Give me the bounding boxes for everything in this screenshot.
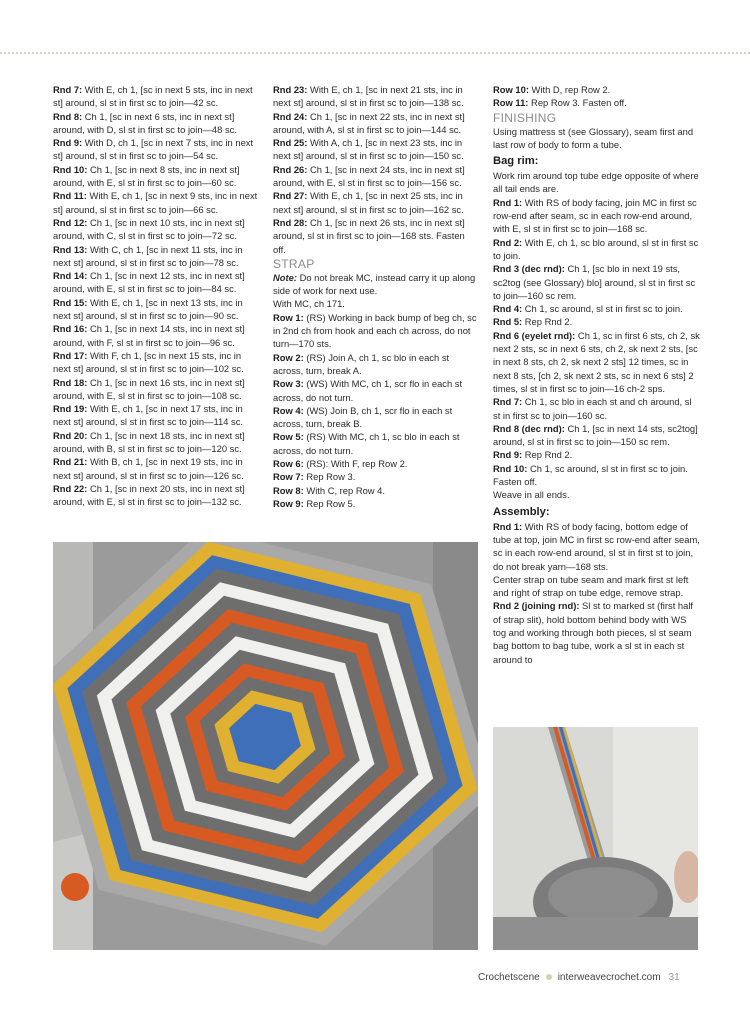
- pattern-round-label: Rnd 7:: [53, 84, 83, 95]
- strap-row-label: Row 9:: [273, 497, 304, 509]
- bag-rim-top: [548, 867, 658, 923]
- bag-rim-round-label: Rnd 10:: [493, 462, 528, 474]
- bag-rim-round-text: Ch 1, [sc in next 14 sts, sc2tog] around, sl st in first sc to join—150 sc rem.: [493, 422, 698, 448]
- bag-rim-round-3: [493, 262, 701, 302]
- center-circle: [243, 715, 287, 759]
- orange-heart-motif: [61, 873, 89, 901]
- bag-rim-round-text: Ch 1, sc blo in each st and ch around, sl st in first sc to join—160 sc.: [493, 396, 692, 421]
- pattern-round-text: With B, ch 1, [sc in next 19 sts, inc in next st] around, sl st in first sc to join—126 sc.: [53, 456, 244, 481]
- pattern-round-text: With E, ch 1, [sc in next 25 sts, inc in next st] around, sl st in first sc to join—162 sc.: [273, 190, 464, 215]
- strap-row-label: Row 2:: [273, 351, 304, 363]
- strap-row-label: Row 11:: [493, 97, 529, 109]
- strap-row-list: [273, 311, 478, 510]
- page-footer: [478, 972, 680, 983]
- pattern-round-label: Rnd 12:: [53, 216, 88, 228]
- pattern-round-text: Ch 1, [sc in next 14 sts, inc in next st] around, with F, sl st in first sc to join—96 sc.: [53, 323, 245, 348]
- pattern-round-1: [273, 83, 478, 110]
- weave-text: Weave in all ends.: [493, 489, 570, 501]
- assembly-heading: Assembly:: [493, 505, 550, 518]
- col2-round-list: [273, 83, 478, 256]
- bag-rim-round-text: With RS of body facing, join MC in first sc row-end after seam, sc in each row-end around, with E, sl st in first sc to join—168 sc.: [493, 196, 697, 235]
- pattern-round-text: Ch 1, [sc in next 24 sts, inc in next st] around, with E, sl st in first sc to join—156 sc.: [273, 163, 465, 189]
- assembly-rnd-2: [493, 599, 701, 665]
- assembly-rnd-1-text: With RS of body facing, bottom edge of tube at top, join MC in first sc row-end after seam, sc in each row-end around, sl st in first st to join, do not break yarn—168 sts.: [493, 520, 700, 572]
- pattern-round-label: Rnd 10:: [53, 163, 88, 175]
- bag-rim-round-label: Rnd 1:: [493, 196, 523, 208]
- pattern-round-5: [53, 189, 258, 216]
- bag-rim-round-2: [493, 236, 701, 263]
- strap-row-text: (WS) Join B, ch 1, scr flo in each st across, turn, break B.: [273, 404, 453, 430]
- strap-note: [273, 271, 478, 298]
- strap-row-7: [273, 470, 478, 483]
- strap-row-label: Row 4:: [273, 404, 304, 416]
- bag-rim-round-text: Ch 1, [sc blo in next 19 sts, sc2tog (see Glossary) blo] around, sl st in first sc to join—160 sc rem.: [493, 263, 696, 301]
- strap-row-8: [273, 484, 478, 497]
- bag-rim-round-label: Rnd 9:: [493, 449, 523, 461]
- strap-row-9: [273, 497, 478, 510]
- strap-row-3: [273, 377, 478, 404]
- pattern-round-5: [273, 189, 478, 216]
- assembly-rnd-1: [493, 520, 701, 573]
- pattern-round-label: Rnd 14:: [53, 270, 88, 282]
- pattern-round-text: Ch 1, [sc in next 22 sts, inc in next st] around, with A, sl st in first sc to join—144 sc.: [273, 110, 465, 135]
- pattern-round-2: [53, 110, 258, 137]
- strap-note-label: Note:: [273, 271, 297, 283]
- pattern-round-label: Rnd 16:: [53, 323, 88, 335]
- strap-row-4: [273, 404, 478, 431]
- col1-round-list: [53, 83, 258, 509]
- pattern-round-label: Rnd 13:: [53, 243, 88, 255]
- pattern-round-3: [273, 136, 478, 163]
- strap-row-label: Row 3:: [273, 378, 304, 390]
- pattern-round-4: [273, 163, 478, 190]
- col3-row-list: [493, 83, 701, 110]
- strap-row-text: With C, rep Row 4.: [303, 484, 386, 496]
- pattern-round-text: With E, ch 1, [sc in next 9 sts, inc in next st] around, sl st in first sc to join—66 sc.: [53, 190, 258, 215]
- pattern-round-text: Ch 1, [sc in next 6 sts, inc in next st] around, with D, sl st in first sc to join—48 sc.: [53, 110, 237, 135]
- bag-rim-round-text: Ch 1, sc in first 6 sts, ch 2, sk next 2 sts, sc in next 6 sts, ch 2, sk next 2 sts, [sc in next 8 sts, ch 2, sk next 2 sts] 12 times, sc in next 8 sts, [ch 2, sk next 2 sts, sc in next 6 sts] 2 times, sl st in first sc to join—16 ch-2 sps.: [493, 329, 700, 394]
- pattern-round-label: Rnd 11:: [53, 190, 87, 202]
- pattern-round-text: With E, ch 1, [sc in next 13 sts, inc in next st] around, sl st in first sc to join—90 sc.: [53, 296, 243, 322]
- finishing-heading: FINISHING: [493, 110, 557, 125]
- bag-rim-round-label: Rnd 7:: [493, 396, 523, 408]
- pattern-round-text: With E, ch 1, [sc in next 5 sts, inc in next st] around, sl st in first sc to join—42 sc.: [53, 84, 253, 109]
- pattern-round-text: Ch 1, [sc in next 12 sts, inc in next st] around, with E, sl st in first sc to join—84 sc.: [53, 270, 245, 295]
- pattern-round-12: [53, 376, 258, 403]
- assembly-rnd-2-label: Rnd 2 (joining rnd):: [493, 600, 580, 612]
- strap-detail-illustration: [493, 727, 698, 950]
- strap-row-text: Rep Row 3. Fasten off.: [528, 97, 627, 109]
- footer-dot-icon: [546, 974, 552, 980]
- strap-heading: STRAP: [273, 256, 315, 271]
- bag-rim-round-text: With E, ch 1, sc blo around, sl st in first sc to join.: [493, 236, 699, 261]
- pattern-round-label: Rnd 22:: [53, 482, 88, 494]
- strap-row-5: [273, 430, 478, 457]
- bag-rim-intro: Work rim around top tube edge opposite of where all tail ends are.: [493, 170, 699, 195]
- hexagon-rings-illustration: [53, 542, 478, 950]
- strap-row-2: [273, 351, 478, 378]
- pattern-round-text: Ch 1, [sc in next 10 sts, inc in next st] around, with C, sl st in first sc to join—72 sc.: [53, 216, 245, 242]
- strap-intro: With MC, ch 171.: [273, 298, 345, 310]
- pattern-round-text: Ch 1, [sc in next 18 sts, inc in next st] around, with B, sl st in first sc to join—120 sc.: [53, 429, 245, 455]
- pattern-round-text: Ch 1, [sc in next 26 sts, inc in next st] around, sl st in first sc to join—168 sts. Fasten off.: [273, 216, 465, 255]
- pattern-round-3: [53, 136, 258, 163]
- pattern-round-15: [53, 455, 258, 482]
- bag-rim-round-text: Rep Rnd 2.: [522, 449, 573, 461]
- pattern-round-label: Rnd 8:: [53, 110, 83, 122]
- bag-rim-round-6: [493, 329, 701, 395]
- finishing-text: Using mattress st (see Glossary), seam first and last row of body to form a tube.: [493, 125, 694, 150]
- pattern-round-label: Rnd 20:: [53, 429, 88, 441]
- strap-row-label: Row 5:: [273, 431, 304, 443]
- strap-row-label: Row 1:: [273, 311, 304, 323]
- pattern-round-text: Ch 1, [sc in next 20 sts, inc in next st] around, with E, sl st in first sc to join—132 sc.: [53, 482, 245, 508]
- pattern-round-text: Ch 1, [sc in next 16 sts, inc in next st] around, with E, sl st in first sc to join—108 sc.: [53, 376, 245, 401]
- strap-row-1: [493, 83, 701, 96]
- bag-rim-round-4: [493, 302, 701, 315]
- bag-rim-round-label: Rnd 8 (dec rnd):: [493, 422, 565, 434]
- column-1: [53, 83, 258, 509]
- pattern-round-7: [53, 243, 258, 270]
- bag-body-lower: [493, 917, 698, 950]
- bag-rim-round-9: [493, 448, 701, 461]
- strap-row-1: [273, 311, 478, 351]
- bag-rim-round-list: [493, 196, 701, 489]
- pattern-round-4: [53, 163, 258, 190]
- pattern-round-label: Rnd 19:: [53, 403, 88, 415]
- pattern-round-text: With C, ch 1, [sc in next 11 sts, inc in next st] around, sl st in first sc to join—78 sc.: [53, 243, 243, 268]
- pattern-round-text: With D, ch 1, [sc in next 7 sts, inc in next st] around, sl st in first sc to join—54 sc.: [53, 137, 254, 162]
- pattern-round-label: Rnd 9:: [53, 137, 83, 149]
- strap-row-label: Row 8:: [273, 484, 304, 496]
- bag-rim-round-label: Rnd 2:: [493, 236, 523, 248]
- top-dotted-rule: [0, 52, 750, 54]
- pattern-round-6: [53, 216, 258, 243]
- pattern-round-label: Rnd 15:: [53, 296, 88, 308]
- strap-row-text: Rep Row 3.: [303, 471, 356, 483]
- strap-row-label: Row 7:: [273, 471, 304, 483]
- strap-row-label: Row 10:: [493, 84, 529, 95]
- bag-rim-round-1: [493, 196, 701, 236]
- pattern-round-8: [53, 269, 258, 296]
- pattern-round-label: Rnd 17:: [53, 349, 88, 361]
- pattern-round-14: [53, 429, 258, 456]
- pattern-round-label: Rnd 28:: [273, 216, 308, 228]
- bag-rim-round-8: [493, 422, 701, 449]
- assembly-center-text: Center strap on tube seam and mark first st left and right of strap on tube edge, remove strap.: [493, 573, 689, 599]
- strap-row-text: Rep Row 5.: [303, 497, 356, 509]
- bag-rim-round-label: Rnd 6 (eyelet rnd):: [493, 329, 576, 341]
- strap-row-label: Row 6:: [273, 458, 304, 470]
- pattern-round-text: Ch 1, [sc in next 8 sts, inc in next st] around, with E, sl st in first sc to join—60 sc.: [53, 163, 240, 189]
- strap-row-2: [493, 96, 701, 109]
- bag-bottom-photo: [53, 542, 478, 950]
- strap-row-text: With D, rep Row 2.: [528, 84, 611, 95]
- pattern-round-label: Rnd 27:: [273, 190, 308, 202]
- pattern-round-label: Rnd 25:: [273, 137, 308, 149]
- pattern-round-2: [273, 110, 478, 137]
- bag-rim-heading: Bag rim:: [493, 155, 539, 168]
- pattern-round-label: Rnd 26:: [273, 163, 308, 175]
- pattern-round-1: [53, 83, 258, 110]
- strap-note-text: Do not break MC, instead carry it up along side of work for next use.: [273, 271, 476, 297]
- pattern-round-label: Rnd 21:: [53, 456, 88, 468]
- strap-row-text: (RS) Working in back bump of beg ch, sc in 2nd ch from hook and each ch across, do not turn—170 sts.: [273, 311, 477, 350]
- pattern-round-text: With A, ch 1, [sc in next 23 sts, inc in next st] around, sl st in first sc to join—150 sc.: [273, 137, 464, 162]
- assembly-rnd-2-text: Sl st to marked st (first half of strap slit), hold bottom behind body with WS tog and working through both pieces, sl st seam bag bottom to bag tube, work a sl st in each st around to: [493, 600, 694, 665]
- column-3: [493, 83, 701, 666]
- footer-brand: Crochetscene: [478, 972, 540, 983]
- pattern-round-label: Rnd 18:: [53, 376, 88, 388]
- pattern-round-text: With E, ch 1, [sc in next 21 sts, inc in next st] around, sl st in first sc to join—138 sc.: [273, 84, 464, 109]
- pattern-round-text: With E, ch 1, [sc in next 17 sts, inc in next st] around, sl st in first sc to join—114 sc.: [53, 403, 244, 428]
- pattern-round-9: [53, 296, 258, 323]
- strap-row-text: (RS) With MC, ch 1, sc blo in each st across, do not turn.: [273, 431, 460, 456]
- bag-rim-round-label: Rnd 5:: [493, 316, 523, 328]
- bag-rim-round-10: [493, 462, 701, 489]
- pattern-round-13: [53, 402, 258, 429]
- strap-row-6: [273, 457, 478, 470]
- assembly-rnd-1-label: Rnd 1:: [493, 520, 523, 532]
- pattern-round-label: Rnd 23:: [273, 84, 308, 95]
- bag-rim-round-text: Ch 1, sc around, sl st in first sc to join.: [522, 303, 683, 315]
- strap-row-text: (RS) Join A, ch 1, sc blo in each st across, turn, break A.: [273, 351, 450, 376]
- pattern-round-10: [53, 322, 258, 349]
- footer-site: interweavecrochet.com: [557, 972, 661, 983]
- bag-rim-round-text: Ch 1, sc around, sl st in first sc to join. Fasten off.: [493, 462, 688, 488]
- pattern-round-text: With F, ch 1, [sc in next 15 sts, inc in next st] around, sl st in first sc to join—102 sc.: [53, 349, 244, 375]
- bag-rim-round-text: Rep Rnd 2.: [522, 316, 573, 328]
- bag-rim-round-label: Rnd 3 (dec rnd):: [493, 263, 565, 275]
- pattern-round-label: Rnd 24:: [273, 110, 308, 122]
- pattern-round-16: [53, 482, 258, 509]
- strap-row-text: (WS) With MC, ch 1, scr flo in each st across, do not turn.: [273, 378, 463, 403]
- pattern-round-11: [53, 349, 258, 376]
- strap-detail-photo: [493, 727, 698, 950]
- bag-rim-round-7: [493, 395, 701, 422]
- bag-rim-round-5: [493, 315, 701, 328]
- pattern-round-6: [273, 216, 478, 256]
- bag-rim-round-label: Rnd 4:: [493, 303, 523, 315]
- column-2: [273, 83, 478, 510]
- strap-row-text: (RS): With F, rep Row 2.: [303, 458, 408, 470]
- page-number: 31: [668, 972, 680, 983]
